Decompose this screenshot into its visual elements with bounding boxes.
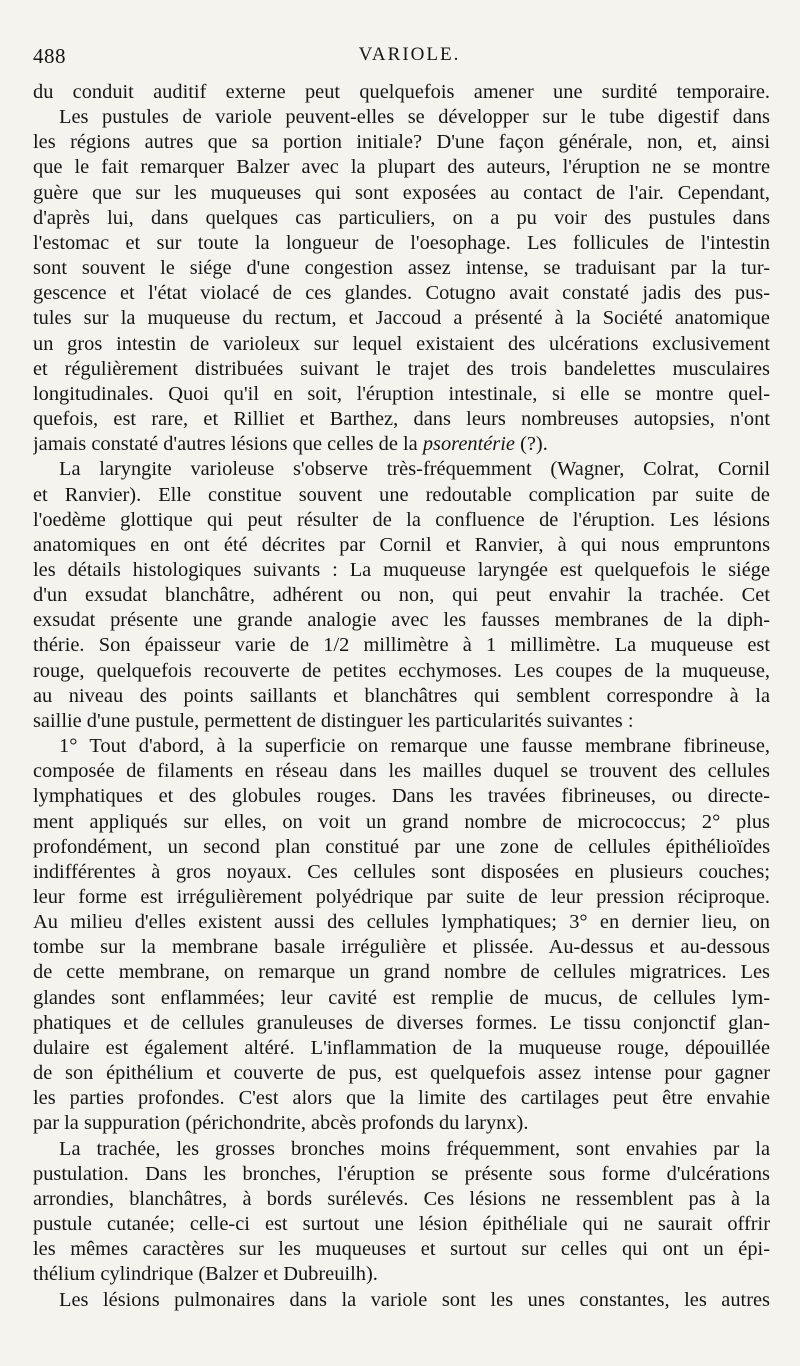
text-line-content: leur forme est irrégulièrement polyédrique par suite de leur pression réciproque.: [33, 886, 770, 908]
text-line-content: arrondies, blanchâtres, à bords surélevés. Ces lésions ne ressemblent pas à la: [33, 1187, 770, 1210]
text-line-content: longitudinales. Quoi qu'il en soit, l'éruption intestinale, si elle se montre quel-: [33, 382, 770, 405]
text-line: [33, 1036, 770, 1061]
text-line: [33, 1237, 770, 1262]
text-line: [33, 1212, 770, 1237]
text-line: [33, 1187, 770, 1212]
text-line: [33, 835, 770, 860]
text-line: [33, 860, 770, 885]
text-line-content: sont souvent le siége d'une congestion assez intense, se traduisant par la tur-: [33, 257, 770, 280]
text-line-content: dulaire est également altéré. L'inflammation de la muqueuse rouge, dépouillée: [33, 1036, 770, 1059]
text-line: [33, 759, 770, 784]
text-line: [33, 684, 770, 709]
text-line: [33, 709, 770, 734]
text-line-content: tombe sur la membrane basale irrégulière et plissée. Au-dessus et au-dessous: [33, 936, 770, 959]
text-line: [33, 659, 770, 684]
text-line-content: tules sur la muqueuse du rectum, et Jaccoud a présenté à la Société anatomique: [33, 307, 770, 330]
text-line-content: pustule cutanée; celle-ci est surtout une lésion épithéliale qui ne saurait offrir: [33, 1213, 770, 1236]
text-line-content: exsudat présente une grande analogie avec les fausses membranes de la diph-: [33, 609, 770, 632]
text-line: [33, 508, 770, 533]
text-line-content: et régulièrement distribuées suivant le trajet des trois bandelettes musculaires: [33, 357, 770, 380]
text-line-content: et Ranvier). Elle constitue souvent une redoutable complication par suite de: [33, 483, 770, 506]
text-line: [33, 1111, 770, 1136]
text-line-content: les régions autres que sa portion initiale? D'une façon générale, non, et, ainsi: [33, 131, 770, 154]
text-line: [33, 80, 770, 105]
text-line-content: rouge, quelquefois recouverte de petites ecchymoses. Les coupes de la muqueuse,: [33, 659, 770, 682]
text-line-content: phatiques et de cellules granuleuses de diverses formes. Le tissu conjonctif glan-: [33, 1011, 770, 1034]
text-line: [33, 130, 770, 155]
text-line: [33, 1162, 770, 1187]
text-line: [33, 155, 770, 180]
text-line-content: composée de filaments en réseau dans les mailles duquel se trouvent des cellules: [33, 760, 770, 783]
text-line-content: de cette membrane, on remarque un grand nombre de cellules migratrices. Les: [33, 961, 770, 984]
page-number: 488: [33, 44, 66, 68]
text-line-content: au niveau des points saillants et blanchâtres qui semblent correspondre à la: [33, 684, 770, 707]
page-header: [33, 44, 766, 70]
text-line-content: d'un exsudat blanchâtre, adhérent ou non, qui peut envahir la trachée. Cet: [33, 584, 770, 607]
text-line-tail: (?).: [514, 433, 548, 456]
text-line: [33, 1262, 770, 1287]
text-line-content: les détails histologiques suivants : La muqueuse laryngée est quelquefois le siége: [33, 558, 770, 581]
text-line-content: profondément, un second plan constitué par une zone de cellules épithélioïdes: [33, 835, 770, 858]
text-line-content: thérie. Son épaisseur varie de 1/2 millimètre à 1 millimètre. La muqueuse est: [33, 634, 770, 657]
text-line-content: indifférentes à gros noyaux. Ces cellules sont disposées en plusieurs couches;: [33, 860, 770, 883]
text-line-content: l'estomac et sur toute la longueur de l'oesophage. Les follicules de l'intestin: [33, 231, 770, 254]
text-line: [33, 885, 770, 910]
text-line: [33, 1011, 770, 1036]
text-line: [33, 986, 770, 1011]
text-line-content: pustulation. Dans les bronches, l'éruption se présente sous forme d'ulcérations: [33, 1162, 770, 1185]
text-line-content: les parties profondes. C'est alors que la limite des cartilages peut être envahie: [33, 1087, 770, 1110]
text-line: [33, 281, 770, 306]
text-line: [33, 407, 770, 432]
text-line-content: La trachée, les grosses bronches moins fréquemment, sont envahies par la: [59, 1137, 770, 1160]
text-line: [33, 181, 770, 206]
text-line-content: de son épithélium et couverte de pus, est quelquefois assez intense pour gagner: [33, 1062, 770, 1085]
text-line: [33, 910, 770, 935]
text-line-content: thélium cylindrique (Balzer et Dubreuilh).: [33, 1263, 378, 1286]
text-line: [33, 608, 770, 633]
running-title: VARIOLE.: [358, 44, 461, 65]
text-line: [33, 231, 770, 256]
text-line-content: les mêmes caractères sur les muqueuses et surtout sur celles qui ont un épi-: [33, 1238, 770, 1261]
body-text: [33, 80, 770, 1313]
text-line: [33, 105, 770, 130]
text-line-content: La laryngite varioleuse s'observe très-fréquemment (Wagner, Colrat, Cornil: [59, 458, 770, 481]
text-line-content: gescence et l'état violacé de ces glandes. Cotugno avait constaté jadis des pus-: [33, 282, 770, 305]
text-line-content: anatomiques en ont été décrites par Cornil et Ranvier, à qui nous empruntons: [33, 533, 770, 556]
text-line-content: guère que sur les muqueuses qui sont exposées au contact de l'air. Cependant,: [33, 181, 770, 204]
text-line-content: quefois, est rare, et Rilliet et Barthez, dans leurs nombreuses autopsies, n'ont: [33, 408, 770, 431]
text-line-content: par la suppuration (périchondrite, abcès profonds du larynx).: [33, 1112, 529, 1135]
text-line: [33, 483, 770, 508]
text-line: [33, 1086, 770, 1111]
text-line: [33, 558, 770, 583]
text-line-content: Les lésions pulmonaires dans la variole sont les unes constantes, les autres: [59, 1288, 770, 1311]
text-line: [33, 206, 770, 231]
text-line-content: d'après lui, dans quelques cas particuliers, on a pu voir des pustules dans: [33, 206, 770, 229]
text-line: [33, 810, 770, 835]
text-line: [33, 1288, 770, 1313]
text-line: [33, 382, 770, 407]
text-line: [33, 1061, 770, 1086]
text-line-content: lymphatiques et des globules rouges. Dans les travées fibrineuses, ou directe-: [33, 785, 770, 808]
text-line: [33, 306, 770, 331]
text-line: [33, 332, 770, 357]
text-line-content: du conduit auditif externe peut quelquefois amener une surdité temporaire.: [33, 81, 770, 103]
text-line-content: que le fait remarquer Balzer avec la plupart des auteurs, l'éruption ne se montre: [33, 156, 770, 179]
text-line-content: Au milieu d'elles existent aussi des cellules lymphatiques; 3° en dernier lieu, on: [33, 911, 770, 934]
text-line: [33, 357, 770, 382]
text-line-content: jamais constaté d'autres lésions que celles de la: [33, 433, 423, 456]
text-line: [33, 633, 770, 658]
text-line: [33, 960, 770, 985]
text-line: [33, 784, 770, 809]
text-line: [33, 533, 770, 558]
text-line-content: Les pustules de variole peuvent-elles se développer sur le tube digestif dans: [59, 106, 770, 129]
text-line: [33, 1137, 770, 1162]
text-line: [33, 935, 770, 960]
italic-term: psorentérie: [422, 433, 515, 456]
text-line-content: saillie d'une pustule, permettent de distinguer les particularités suivantes :: [33, 709, 634, 732]
text-line: [33, 256, 770, 281]
text-line-content: un gros intestin de varioleux sur lequel existaient des ulcérations exclusivement: [33, 332, 770, 355]
text-line-content: ment appliqués sur elles, on voit un grand nombre de micrococcus; 2° plus: [33, 810, 770, 833]
text-line: [33, 734, 770, 759]
text-line-content: l'oedème glottique qui peut résulter de la confluence de l'éruption. Les lésions: [33, 508, 770, 531]
text-line: [33, 432, 770, 457]
text-line-content: glandes sont enflammées; leur cavité est remplie de mucus, de cellules lym-: [33, 986, 770, 1009]
text-line: [33, 457, 770, 482]
text-line-content: 1° Tout d'abord, à la superficie on remarque une fausse membrane fibrineuse,: [59, 735, 770, 758]
text-line: [33, 583, 770, 608]
